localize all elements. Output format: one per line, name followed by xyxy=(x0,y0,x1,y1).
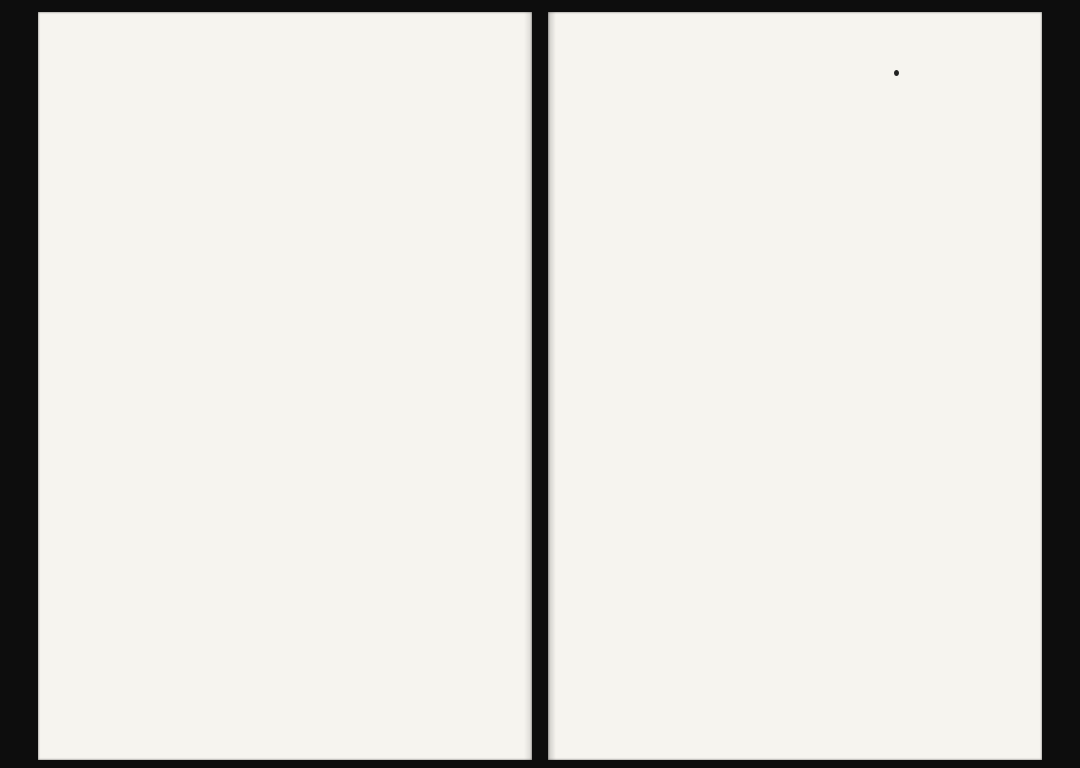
left-page xyxy=(38,12,532,760)
ink-speck xyxy=(894,70,899,76)
right-body-text xyxy=(618,92,948,692)
left-body-text xyxy=(228,92,488,692)
right-page xyxy=(548,12,1042,760)
